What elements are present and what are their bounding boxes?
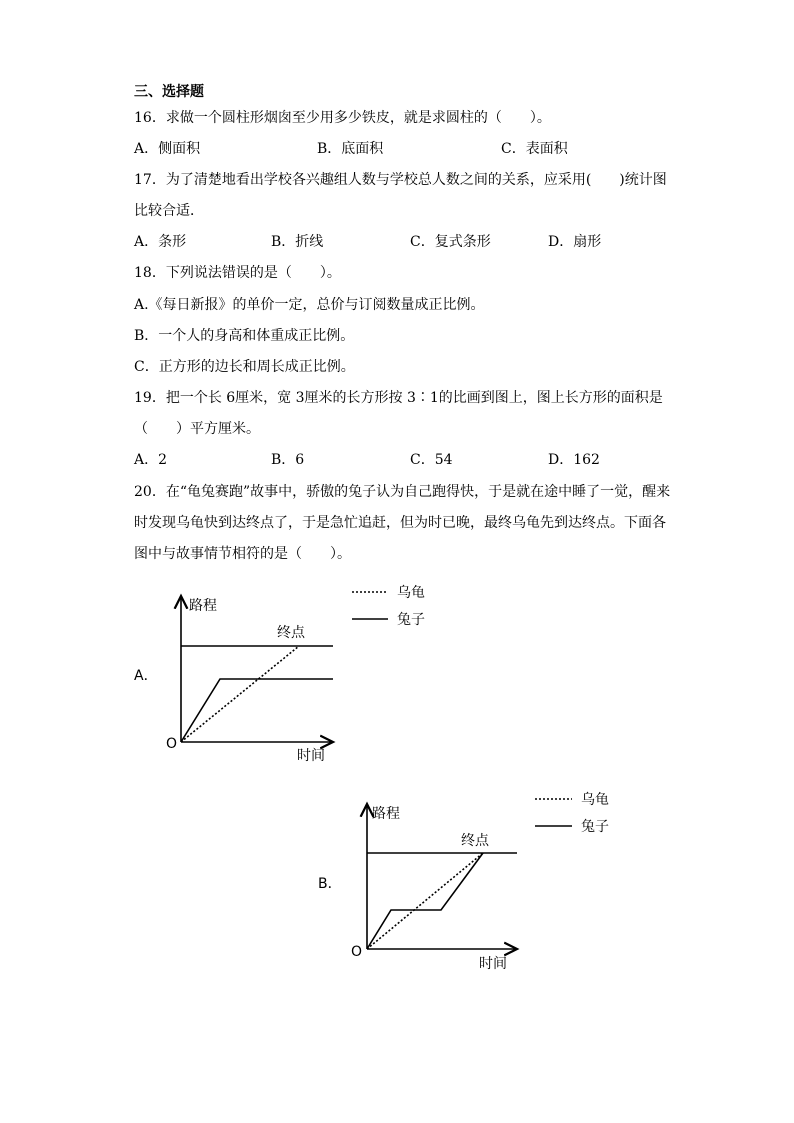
question-17-option-c[interactable]: C．复式条形 xyxy=(410,234,491,250)
question-20-stem-line1: 20．在“龟兔赛跑”故事中，骄傲的兔子认为自己跑得快，于是就在途中睡了一觉，醒来 xyxy=(134,484,671,500)
question-18-option-b[interactable]: B．一个人的身高和体重成正比例。 xyxy=(134,328,355,344)
question-19-option-d[interactable]: D．162 xyxy=(548,452,600,468)
graph-b-origin-label: O xyxy=(351,944,363,960)
question-16-option-a[interactable]: A．侧面积 xyxy=(134,141,201,157)
graph-b-rabbit-line xyxy=(367,853,483,949)
graph-a-rabbit-line xyxy=(181,679,333,742)
graph-b-option-label[interactable]: B． xyxy=(318,876,342,892)
question-18-option-c[interactable]: C．正方形的边长和周长成正比例。 xyxy=(134,359,355,375)
question-17-stem-line1: 17．为了清楚地看出学校各兴趣组人数与学校总人数之间的关系，应采用( )统计图 xyxy=(134,172,667,188)
question-19-option-a[interactable]: A．2 xyxy=(134,452,168,468)
graph-a-x-label: 时间 xyxy=(297,748,325,764)
question-17-option-d[interactable]: D．扇形 xyxy=(548,234,602,250)
question-16-option-b[interactable]: B．底面积 xyxy=(317,141,384,157)
graph-a-legend-tortoise: 乌龟 xyxy=(397,585,425,601)
section-title: 三、选择题 xyxy=(134,84,204,100)
graph-b-tortoise-line xyxy=(367,853,483,949)
graph-a-origin-label: O xyxy=(166,736,178,752)
graph-b-y-label: 路程 xyxy=(372,806,400,822)
question-18-option-a[interactable]: A.《每日新报》的单价一定，总价与订阅数量成正比例。 xyxy=(134,297,485,313)
graph-a-tortoise-line xyxy=(181,646,299,742)
question-17-option-a[interactable]: A．条形 xyxy=(134,234,187,250)
graph-a-legend-rabbit: 兔子 xyxy=(397,612,425,628)
question-19-stem-line1: 19．把一个长 6厘米，宽 3厘米的长方形按 3∶1的比画到图上，图上长方形的面积是 xyxy=(134,390,663,406)
question-20-stem-line2: 时发现乌龟快到达终点了，于是急忙追赶，但为时已晚，最终乌龟先到达终点。下面各 xyxy=(134,515,666,531)
graph-b-legend-rabbit: 兔子 xyxy=(581,819,609,835)
graph-a-y-label: 路程 xyxy=(189,598,217,614)
graph-b-legend-tortoise: 乌龟 xyxy=(581,792,609,808)
question-17-stem-line2: 比较合适． xyxy=(134,203,204,219)
graph-a-finish-label: 终点 xyxy=(277,625,305,641)
question-19-stem-line2: （ ）平方厘米。 xyxy=(134,421,260,437)
question-17-option-b[interactable]: B．折线 xyxy=(271,234,324,250)
graph-b-finish-label: 终点 xyxy=(461,833,489,849)
graph-b-x-label: 时间 xyxy=(479,956,507,972)
question-19-option-b[interactable]: B．6 xyxy=(271,452,305,468)
graph-a-option-label[interactable]: A． xyxy=(134,668,158,684)
question-18-stem: 18．下列说法错误的是（ ）。 xyxy=(134,265,341,281)
question-16-stem: 16．求做一个圆柱形烟囱至少用多少铁皮，就是求圆柱的（ ）。 xyxy=(134,110,551,126)
question-19-option-c[interactable]: C．54 xyxy=(410,452,453,468)
question-20-stem-line3: 图中与故事情节相符的是（ ）。 xyxy=(134,546,351,562)
question-16-option-c[interactable]: C．表面积 xyxy=(501,141,568,157)
